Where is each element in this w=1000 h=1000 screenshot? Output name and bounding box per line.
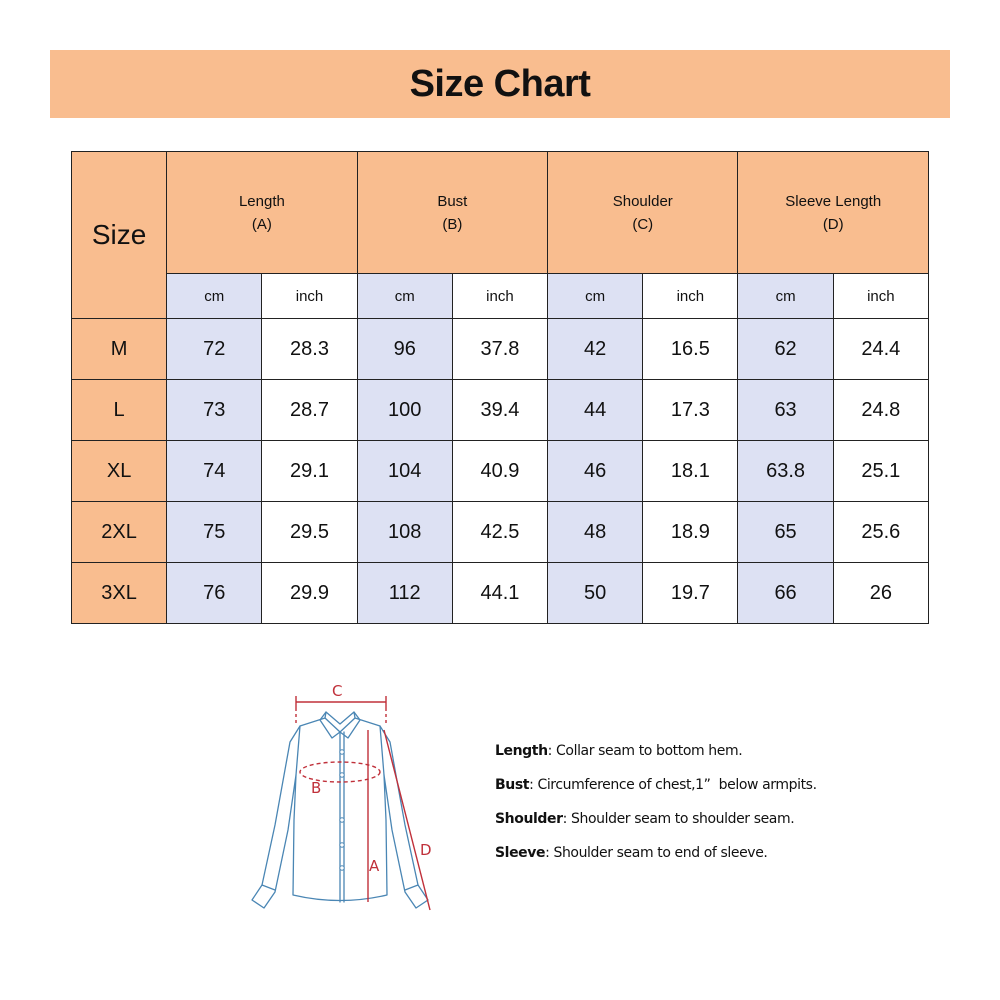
cm-value-cell: 100 bbox=[357, 380, 452, 441]
legend-text: : Collar seam to bottom hem. bbox=[547, 743, 743, 759]
size-label: M bbox=[72, 319, 167, 380]
page-title: Size Chart bbox=[409, 62, 591, 105]
unit-header-row bbox=[72, 274, 929, 319]
group-header-bust bbox=[357, 152, 547, 274]
legend-text: : Shoulder seam to shoulder seam. bbox=[562, 811, 795, 827]
inch-value-cell: 24.4 bbox=[833, 319, 928, 380]
cm-value-cell: 65 bbox=[738, 502, 833, 563]
inch-value-cell: 16.5 bbox=[643, 319, 738, 380]
cm-value-cell: 76 bbox=[167, 563, 262, 624]
unit-header-cm: cm bbox=[167, 274, 262, 319]
title-banner bbox=[50, 50, 950, 118]
inch-value-cell: 18.1 bbox=[643, 441, 738, 502]
cm-value-cell: 72 bbox=[167, 319, 262, 380]
legend-text: : Shoulder seam to end of sleeve. bbox=[545, 845, 768, 861]
cm-value-cell: 50 bbox=[548, 563, 643, 624]
inch-value-cell: 29.9 bbox=[262, 563, 357, 624]
group-code: (A) bbox=[251, 215, 272, 233]
group-code: (B) bbox=[442, 215, 463, 233]
inch-value-cell: 28.3 bbox=[262, 319, 357, 380]
cm-value-cell: 63 bbox=[738, 380, 833, 441]
inch-value-cell: 18.9 bbox=[643, 502, 738, 563]
group-header-sleeve-length bbox=[738, 152, 929, 274]
cm-value-cell: 112 bbox=[357, 563, 452, 624]
size-label: L bbox=[72, 380, 167, 441]
inch-value-cell: 26 bbox=[833, 563, 928, 624]
inch-value-cell: 28.7 bbox=[262, 380, 357, 441]
cm-value-cell: 63.8 bbox=[738, 441, 833, 502]
inch-value-cell: 42.5 bbox=[452, 502, 547, 563]
unit-header-cm: cm bbox=[357, 274, 452, 319]
shirt-outline bbox=[252, 712, 428, 908]
cm-value-cell: 66 bbox=[738, 563, 833, 624]
unit-header-cm: cm bbox=[738, 274, 833, 319]
measure-guides-c bbox=[296, 708, 386, 724]
size-row bbox=[72, 563, 929, 624]
inch-value-cell: 29.5 bbox=[262, 502, 357, 563]
cm-value-cell: 46 bbox=[548, 441, 643, 502]
legend-item-bust bbox=[495, 776, 915, 794]
group-name: Sleeve Length bbox=[785, 192, 882, 210]
inch-value-cell: 17.3 bbox=[643, 380, 738, 441]
legend-item-sleeve bbox=[495, 844, 915, 862]
size-row bbox=[72, 502, 929, 563]
inch-value-cell: 25.6 bbox=[833, 502, 928, 563]
label-c: C bbox=[332, 682, 343, 700]
legend-text: : Circumference of chest,1” below armpits. bbox=[529, 777, 817, 793]
label-a: A bbox=[369, 857, 380, 875]
group-header-length bbox=[167, 152, 357, 274]
unit-header-inch: inch bbox=[452, 274, 547, 319]
group-name: Length bbox=[238, 192, 285, 210]
legend-term: Shoulder bbox=[495, 811, 563, 827]
cm-value-cell: 75 bbox=[167, 502, 262, 563]
unit-header-cm: cm bbox=[548, 274, 643, 319]
cm-value-cell: 73 bbox=[167, 380, 262, 441]
size-row bbox=[72, 319, 929, 380]
inch-value-cell: 29.1 bbox=[262, 441, 357, 502]
cm-value-cell: 96 bbox=[357, 319, 452, 380]
label-d: D bbox=[420, 841, 432, 859]
size-column-header: Size bbox=[72, 152, 167, 319]
cm-value-cell: 108 bbox=[357, 502, 452, 563]
shirt-measurement-diagram bbox=[240, 680, 450, 920]
cm-value-cell: 42 bbox=[548, 319, 643, 380]
size-table-body bbox=[72, 319, 929, 624]
label-b: B bbox=[311, 779, 322, 797]
size-table bbox=[71, 151, 929, 624]
inch-value-cell: 24.8 bbox=[833, 380, 928, 441]
group-name: Shoulder bbox=[612, 192, 673, 210]
group-header-row bbox=[72, 152, 929, 274]
cm-value-cell: 104 bbox=[357, 441, 452, 502]
inch-value-cell: 37.8 bbox=[452, 319, 547, 380]
unit-header-inch: inch bbox=[833, 274, 928, 319]
legend-item-length bbox=[495, 742, 915, 760]
size-label: XL bbox=[72, 441, 167, 502]
inch-value-cell: 40.9 bbox=[452, 441, 547, 502]
cm-value-cell: 74 bbox=[167, 441, 262, 502]
size-label: 2XL bbox=[72, 502, 167, 563]
legend-term: Sleeve bbox=[495, 845, 546, 861]
measurement-lines bbox=[296, 696, 430, 910]
size-label: 3XL bbox=[72, 563, 167, 624]
group-code: (D) bbox=[822, 215, 844, 233]
unit-header-inch: inch bbox=[643, 274, 738, 319]
size-row bbox=[72, 380, 929, 441]
cm-value-cell: 48 bbox=[548, 502, 643, 563]
inch-value-cell: 39.4 bbox=[452, 380, 547, 441]
legend-term: Length bbox=[495, 743, 548, 759]
inch-value-cell: 19.7 bbox=[643, 563, 738, 624]
cm-value-cell: 62 bbox=[738, 319, 833, 380]
inch-value-cell: 25.1 bbox=[833, 441, 928, 502]
size-row bbox=[72, 441, 929, 502]
inch-value-cell: 44.1 bbox=[452, 563, 547, 624]
legend-item-shoulder bbox=[495, 810, 915, 828]
measurement-legend bbox=[495, 742, 915, 878]
legend-term: Bust bbox=[495, 777, 530, 793]
cm-value-cell: 44 bbox=[548, 380, 643, 441]
group-header-shoulder bbox=[548, 152, 738, 274]
unit-header-inch: inch bbox=[262, 274, 357, 319]
group-code: (C) bbox=[632, 215, 654, 233]
group-name: Bust bbox=[437, 192, 468, 210]
